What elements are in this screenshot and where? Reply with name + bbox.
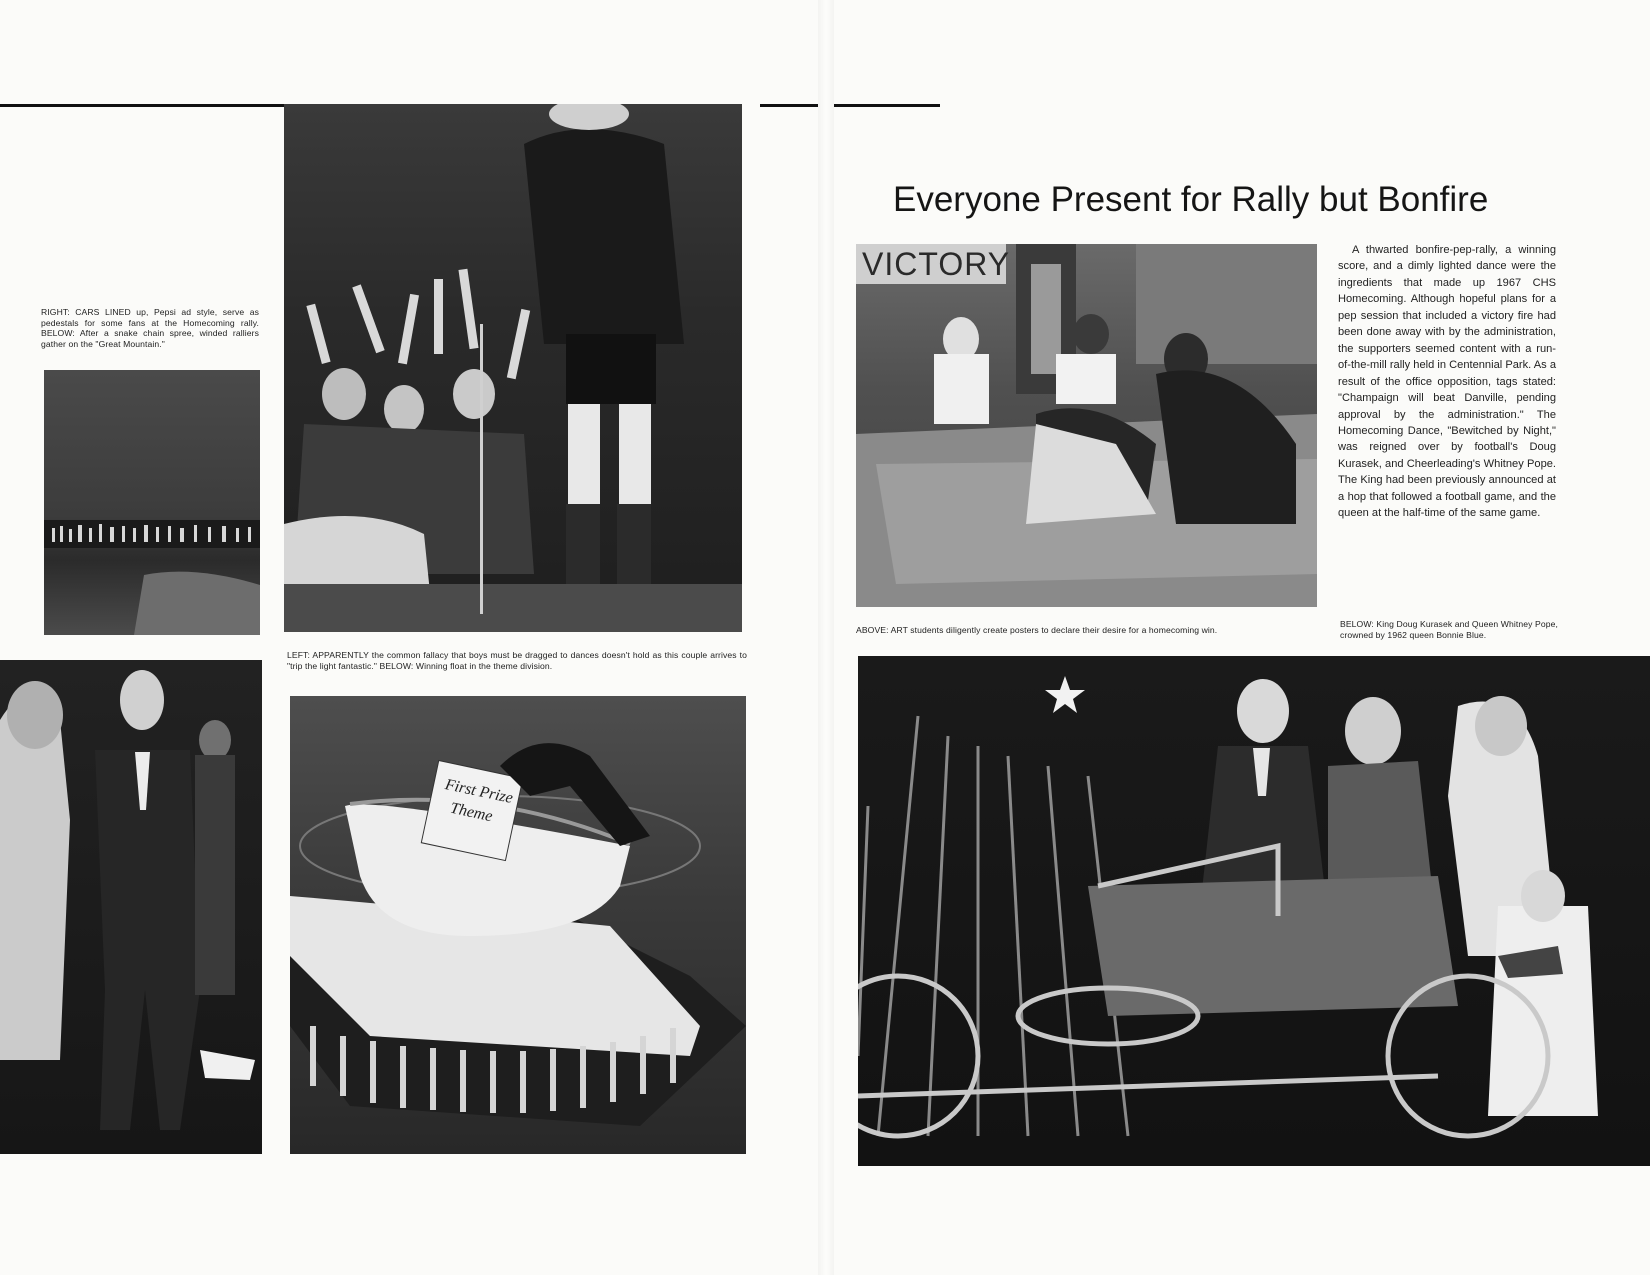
photo-art-students <box>856 244 1317 607</box>
photo-winning-float <box>290 696 746 1154</box>
caption-couple: LEFT: APPARENTLY the common fallacy that boys must be dragged to dances doesn't hold as this couple arrives to "trip the light fantastic." BELOW: Winning float in the theme division. <box>287 650 747 671</box>
top-rule-left <box>0 104 285 107</box>
photo-rally-night <box>44 370 260 635</box>
page-headline: Everyone Present for Rally but Bonfire <box>893 180 1489 219</box>
coronation-illustration <box>858 656 1650 1166</box>
article-body: A thwarted bonfire-pep-rally, a winning score, and a dimly lighted dance were the ingredients that made up 1967 CHS Homecoming. Although hopeful plans for a pep session that included a victory fire had been done away with by the administration, the supporters seemed content with a run-of-the-mill rally held in Centennial Park. As a result of the office opposition, tags stated: "Champaign will beat Danville, pending approval by the administration." The Homecoming Dance, "Bewitched by Night," was reigned over by football's Doug Kurasek, and Cheerleading's Whitney Pope. The King had been previously announced at a hop that followed a football game, and the queen at the half-time of the same game. <box>1338 244 1556 520</box>
page-gutter <box>818 0 834 1275</box>
float-bathtub-illustration <box>290 696 746 1154</box>
caption-art-students: ABOVE: ART students diligently create posters to declare their desire for a homecoming win. <box>856 625 1218 635</box>
photo-king-queen-carriage <box>858 656 1650 1166</box>
float-sign-line2: Theme <box>448 799 494 826</box>
victory-sign-text: VICTORY <box>862 246 1011 282</box>
caption-king-queen: BELOW: King Doug Kurasek and Queen Whitney Pope, crowned by 1962 queen Bonnie Blue. <box>1340 619 1558 640</box>
photo-couple-arrives <box>0 660 262 1154</box>
rally-night-crowd-illustration <box>44 370 260 635</box>
couple-illustration <box>0 660 262 1154</box>
top-rule-right <box>760 104 940 107</box>
cheerleader-illustration <box>284 104 742 632</box>
caption-rally-cars: RIGHT: CARS LINED up, Pepsi ad style, serve as pedestals for some fans at the Homecoming rally. BELOW: After a snake chain spree, winded ralliers gather on the "Great Mountain." <box>41 307 259 349</box>
art-students-illustration <box>856 244 1317 607</box>
float-sign-line1: First Prize <box>443 776 515 808</box>
photo-cheerleader-rally <box>284 104 742 632</box>
